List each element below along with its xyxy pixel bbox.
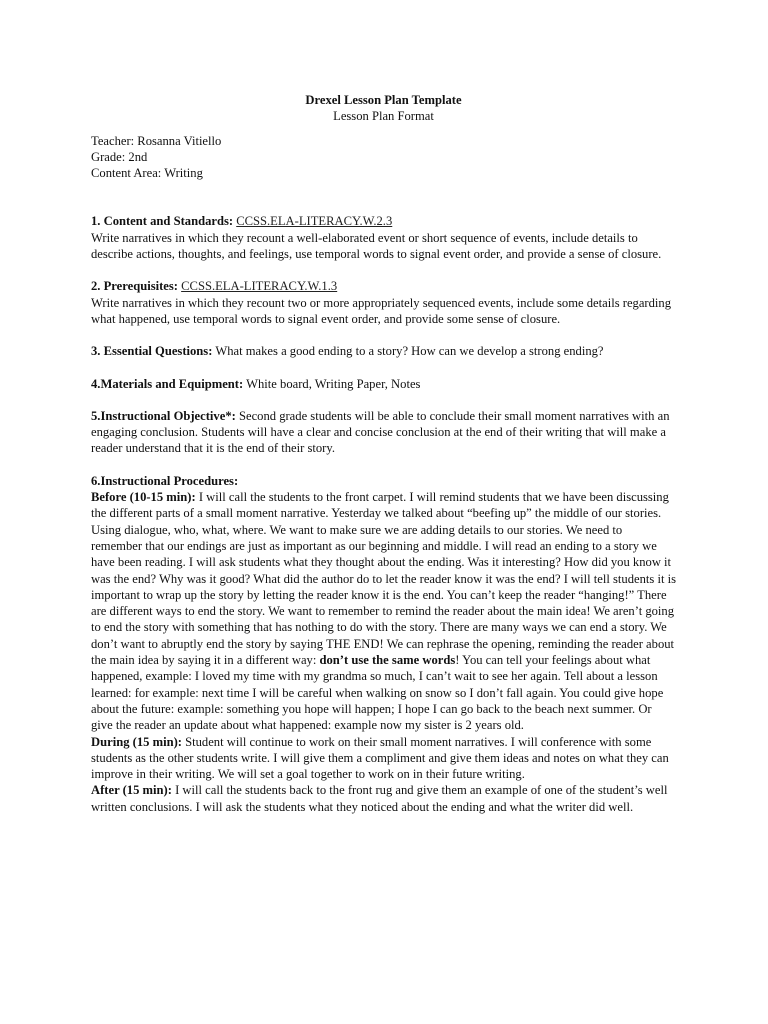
- section-label: 4.Materials and Equipment:: [91, 376, 244, 391]
- section-procedures: [91, 473, 676, 815]
- section-body: What makes a good ending to a story? How can we develop a strong ending?: [215, 344, 604, 359]
- procedure-emphasis: don’t use the same words: [319, 653, 456, 668]
- section-body: Write narratives in which they recount a well-elaborated event or short sequence of events, include details to describe actions, thoughts, and feelings, use temporal words to signal event order, and provide a sense of closure.: [91, 230, 662, 262]
- standard-link[interactable]: CCSS.ELA-LITERACY.W.2.3: [236, 214, 393, 229]
- section-label: 5.Instructional Objective*:: [91, 408, 236, 423]
- procedure-text: Student will continue to work on their small moment narratives. I will conference with some students as the other students write. I will give them a compliment and give them ideas and notes on what they can improve in their writing. We will set a goal together to work on in their future writing.: [91, 734, 669, 782]
- document-title: Drexel Lesson Plan Template: [305, 93, 462, 107]
- section-objective: [91, 408, 676, 457]
- section-label: 2. Prerequisites:: [91, 279, 178, 294]
- document-subtitle: Lesson Plan Format: [333, 109, 434, 124]
- procedure-label: During (15 min):: [91, 734, 182, 749]
- content-area-line: Content Area: Writing: [91, 166, 203, 181]
- section-materials: [91, 376, 676, 392]
- lesson-meta: [91, 133, 676, 182]
- procedure-label: Before (10-15 min):: [91, 490, 196, 505]
- grade-line: Grade: 2nd: [91, 149, 148, 164]
- section-body: White board, Writing Paper, Notes: [246, 376, 421, 391]
- procedure-text: ! You can tell your feelings about what happened, example: I loved my time with my grandma so much, I can’t wait to see her again. Tell about a lesson learned: for example: next time I will be careful when walking on snow so I don’t fall again. You could give hope about the future: example: something you hope will happen; I hope I can go back to the beach next summer. Or give the reader an update about what happened: example now my sister is 2 years old.: [91, 653, 664, 733]
- procedure-before: [91, 489, 676, 733]
- section-label: 6.Instructional Procedures:: [91, 473, 239, 488]
- section-label: 3. Essential Questions:: [91, 344, 213, 359]
- section-body: Second grade students will be able to conclude their small moment narratives with an engaging conclusion. Students will have a clear and concise conclusion at the end of their writing that will make a reader understand that it is the end of their story.: [91, 408, 670, 456]
- section-label: 1. Content and Standards:: [91, 214, 234, 229]
- procedure-text: I will call the students to the front carpet. I will remind students that we have been discussing the different parts of a small moment narrative. Yesterday we talked about “beefing up” the middle of our stories. Using dialogue, who, what, where. We want to make sure we are adding details to our stories. We need to remember that our endings are just as important as our beginning and middle. I will read an ending to a story we have been reading. I will ask students what they thought about the ending. Was it interesting? How did you know it was the end? Why was it good? What did the author do to let the reader know it was the end? I will tell students it is important to wrap up the story by letting the reader know it is the end. You can’t keep the reader “hanging!” There are different ways to end the story. We want to remember to remind the reader about the main idea! We aren’t going to end the story with something that has nothing to do with the story. There are many ways we can end a story. We don’t want to abruptly end the story by saying THE END! We can rephrase the opening, reminding the reader about the main idea by saying it in a different way:: [91, 490, 677, 668]
- section-content-standards: [91, 213, 676, 262]
- section-prerequisites: [91, 278, 676, 327]
- procedure-after: [91, 782, 676, 815]
- section-essential-questions: [91, 343, 676, 359]
- standard-link[interactable]: CCSS.ELA-LITERACY.W.1.3: [181, 279, 338, 294]
- section-body: Write narratives in which they recount two or more appropriately sequenced events, include some details regarding what happened, use temporal words to signal event order, and provide some sense of closure.: [91, 295, 672, 326]
- teacher-line: Teacher: Rosanna Vitiello: [91, 133, 222, 148]
- procedure-during: [91, 734, 676, 783]
- procedure-label: After (15 min):: [91, 783, 172, 798]
- procedure-text: I will call the students back to the front rug and give them an example of one of the student’s well written conclusions. I will ask the students what they noticed about the ending and what the writer did well.: [91, 783, 668, 814]
